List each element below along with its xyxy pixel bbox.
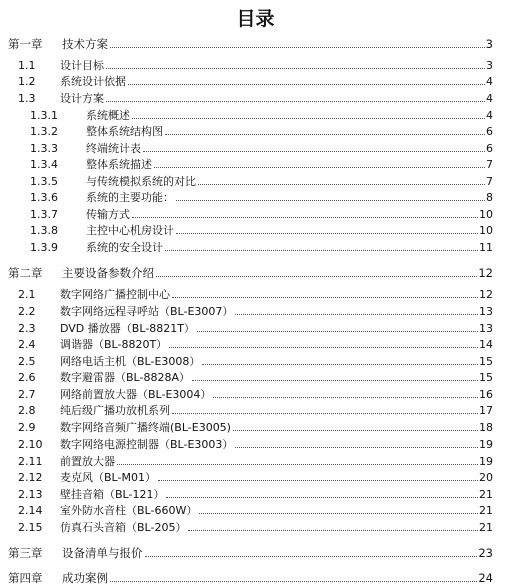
- toc-entry-label: 数字避雷器（BL-8828A）: [60, 371, 190, 384]
- toc-entry-page: 6: [486, 125, 493, 138]
- toc-entry-page: 15: [479, 371, 493, 384]
- toc-entry-number: 1.3.2: [30, 125, 58, 138]
- dot-leader: [165, 134, 485, 135]
- dot-leader: [235, 447, 478, 448]
- toc-entry-number: 2.13: [18, 488, 43, 501]
- toc-chapter-entry[interactable]: [8, 546, 493, 560]
- toc-entry-label: 设计方案: [60, 92, 104, 105]
- dot-leader: [198, 184, 485, 185]
- toc-entry[interactable]: [30, 190, 493, 204]
- toc-entry-number: 1.2: [18, 75, 36, 88]
- dot-leader: [128, 84, 485, 85]
- toc-entry-page: 16: [479, 388, 493, 401]
- toc-entry-label: 系统概述: [86, 109, 130, 122]
- toc-entry-label: 室外防水音柱（BL-660W）: [60, 504, 198, 517]
- dot-leader: [188, 530, 478, 531]
- dot-leader: [233, 430, 478, 431]
- dot-leader: [106, 101, 485, 102]
- toc-entry-label: 麦克风（BL-M01）: [60, 471, 156, 484]
- toc-entry-page: 24: [478, 571, 493, 585]
- toc-entry[interactable]: [30, 108, 493, 122]
- toc-chapter-entry[interactable]: [8, 37, 493, 51]
- toc-entry-page: 10: [479, 208, 493, 221]
- toc-entry-number: 第四章: [8, 571, 43, 585]
- toc-entry-number: 第二章: [8, 266, 43, 280]
- toc-entry-label: 整体系统描述: [86, 158, 152, 171]
- toc-entry-number: 2.8: [18, 404, 36, 417]
- toc-entry-page: 3: [486, 59, 493, 72]
- toc-entry-page: 3: [485, 37, 493, 51]
- dot-leader: [110, 581, 477, 582]
- dot-leader: [106, 68, 485, 69]
- toc-title: 目录: [236, 8, 275, 30]
- toc-entry-label: 设备清单与报价: [62, 546, 143, 560]
- toc-entry-number: 2.14: [18, 504, 43, 517]
- toc-entry-number: 2.10: [18, 438, 43, 451]
- toc-entry-number: 2.11: [18, 455, 43, 468]
- toc-entry-page: 11: [479, 241, 493, 254]
- dot-leader: [110, 47, 485, 48]
- toc-entry-page: 14: [479, 338, 493, 351]
- toc-entry-page: 4: [486, 92, 493, 105]
- toc-entry[interactable]: [18, 437, 493, 451]
- toc-entry[interactable]: [18, 321, 493, 335]
- toc-entry[interactable]: [30, 207, 493, 221]
- dot-leader: [197, 331, 478, 332]
- toc-entry-number: 2.4: [18, 338, 36, 351]
- toc-entry[interactable]: [18, 454, 493, 468]
- toc-entry-number: 1.1: [18, 59, 36, 72]
- toc-entry-label: 壁挂音箱（BL-121）: [60, 488, 165, 501]
- toc-entry-number: 1.3: [18, 92, 36, 105]
- toc-entry[interactable]: [18, 403, 493, 417]
- dot-leader: [235, 314, 478, 315]
- toc-entry[interactable]: [18, 91, 493, 105]
- toc-entry-page: 12: [478, 266, 493, 280]
- dot-leader: [169, 347, 478, 348]
- toc-entry-label: DVD 播放器（BL-8821T）: [60, 322, 195, 335]
- toc-entry[interactable]: [18, 503, 493, 517]
- toc-entry-label: 整体系统结构图: [86, 125, 163, 138]
- toc-entry-label: 主要设备参数介绍: [62, 266, 154, 280]
- toc-entry-label: 系统设计依据: [60, 75, 126, 88]
- toc-entry-label: 数字网络音频广播终端(BL-E3005): [60, 421, 231, 434]
- dot-leader: [166, 497, 478, 498]
- toc-entry-page: 23: [478, 546, 493, 560]
- toc-entry[interactable]: [18, 370, 493, 384]
- toc-entry-number: 第三章: [8, 546, 43, 560]
- dot-leader: [202, 364, 478, 365]
- dot-leader: [192, 380, 478, 381]
- toc-entry-label: 纯后级广播功放机系列: [60, 404, 170, 417]
- toc-entry-label: 与传统模拟系统的对比: [86, 175, 196, 188]
- toc-entry-page: 18: [479, 421, 493, 434]
- toc-entry-label: 网络前置放大器（BL-E3004）: [60, 388, 212, 401]
- toc-entry-number: 第一章: [8, 37, 43, 51]
- toc-entry-page: 6: [486, 142, 493, 155]
- toc-entry-number: 2.3: [18, 322, 36, 335]
- toc-entry-page: 7: [486, 175, 493, 188]
- toc-entry[interactable]: [18, 74, 493, 88]
- toc-entry-label: 数字网络远程寻呼站（BL-E3007）: [60, 305, 234, 318]
- toc-entry-number: 2.7: [18, 388, 36, 401]
- toc-entry-number: 1.3.1: [30, 109, 58, 122]
- toc-entry-page: 8: [486, 191, 493, 204]
- toc-chapter-entry[interactable]: [8, 266, 493, 280]
- toc-entry[interactable]: [30, 174, 493, 188]
- dot-leader: [165, 250, 478, 251]
- dot-leader: [132, 118, 485, 119]
- toc-entry[interactable]: [30, 141, 493, 155]
- toc-entry[interactable]: [18, 304, 493, 318]
- toc-entry-page: 12: [479, 288, 493, 301]
- dot-leader: [176, 233, 478, 234]
- toc-entry-number: 2.6: [18, 371, 36, 384]
- toc-entry-number: 1.3.9: [30, 241, 58, 254]
- toc-entry-number: 2.9: [18, 421, 36, 434]
- dot-leader: [145, 556, 478, 557]
- dot-leader: [154, 167, 485, 168]
- toc-entry[interactable]: [18, 354, 493, 368]
- toc-entry[interactable]: [18, 487, 493, 501]
- toc-entry[interactable]: [18, 337, 493, 351]
- toc-entry-number: 2.5: [18, 355, 36, 368]
- toc-entry-page: 21: [479, 488, 493, 501]
- dot-leader: [172, 413, 478, 414]
- toc-entry-number: 1.3.7: [30, 208, 58, 221]
- dot-leader: [117, 464, 478, 465]
- toc-entry-label: 成功案例: [62, 571, 108, 585]
- toc-entry[interactable]: [30, 240, 493, 254]
- toc-entry-number: 2.15: [18, 521, 43, 534]
- dot-leader: [143, 151, 485, 152]
- dot-leader: [213, 397, 478, 398]
- toc-entry-page: 13: [479, 322, 493, 335]
- toc-entry-label: 传输方式: [86, 208, 130, 221]
- toc-entry-label: 数字网络电源控制器（BL-E3003）: [60, 438, 234, 451]
- toc-entry-label: 网络电话主机（BL-E3008）: [60, 355, 201, 368]
- toc-entry-page: 19: [479, 455, 493, 468]
- toc-entry-number: 1.3.5: [30, 175, 58, 188]
- toc-entry-number: 1.3.6: [30, 191, 58, 204]
- dot-leader: [176, 200, 485, 201]
- toc-entry-page: 19: [479, 438, 493, 451]
- toc-entry-label: 仿真石头音箱（BL-205）: [60, 521, 187, 534]
- toc-entry-label: 系统的安全设计: [86, 241, 163, 254]
- toc-entry[interactable]: [18, 287, 493, 301]
- toc-entry-number: 2.1: [18, 288, 36, 301]
- toc-entry-page: 4: [486, 75, 493, 88]
- toc-entry-label: 调谐器（BL-8820T）: [60, 338, 168, 351]
- toc-entry-label: 终端统计表: [86, 142, 141, 155]
- toc-entry[interactable]: [18, 470, 493, 484]
- toc-entry[interactable]: [30, 157, 493, 171]
- dot-leader: [199, 513, 478, 514]
- toc-entry-label: 数字网络广播控制中心: [60, 288, 170, 301]
- toc-entry-number: 1.3.3: [30, 142, 58, 155]
- toc-entry-number: 1.3.4: [30, 158, 58, 171]
- toc-entry-number: 2.2: [18, 305, 36, 318]
- toc-entry-label: 设计目标: [60, 59, 104, 72]
- toc-entry-page: 4: [486, 109, 493, 122]
- toc-entry-label: 系统的主要功能：: [86, 191, 174, 204]
- toc-entry[interactable]: [18, 387, 493, 401]
- toc-entry-page: 20: [479, 471, 493, 484]
- toc-entry-page: 15: [479, 355, 493, 368]
- toc-entry-number: 2.12: [18, 471, 43, 484]
- toc-entry[interactable]: [30, 124, 493, 138]
- dot-leader: [132, 217, 478, 218]
- toc-entry-number: 1.3.8: [30, 224, 58, 237]
- dot-leader: [172, 297, 478, 298]
- dot-leader: [156, 276, 477, 277]
- toc-entry[interactable]: [18, 58, 493, 72]
- toc-entry[interactable]: [18, 520, 493, 534]
- toc-entry-page: 21: [479, 521, 493, 534]
- dot-leader: [158, 480, 478, 481]
- toc-entry-page: 17: [479, 404, 493, 417]
- toc-entry-page: 13: [479, 305, 493, 318]
- toc-entry[interactable]: [18, 420, 493, 434]
- toc-entry-label: 主控中心机房设计: [86, 224, 174, 237]
- toc-entry-page: 21: [479, 504, 493, 517]
- toc-entry-label: 技术方案: [62, 37, 108, 51]
- toc-entry-label: 前置放大器: [60, 455, 115, 468]
- toc-entry-page: 7: [486, 158, 493, 171]
- toc-chapter-entry[interactable]: [8, 571, 493, 585]
- toc-entry[interactable]: [30, 223, 493, 237]
- toc-entry-page: 10: [479, 224, 493, 237]
